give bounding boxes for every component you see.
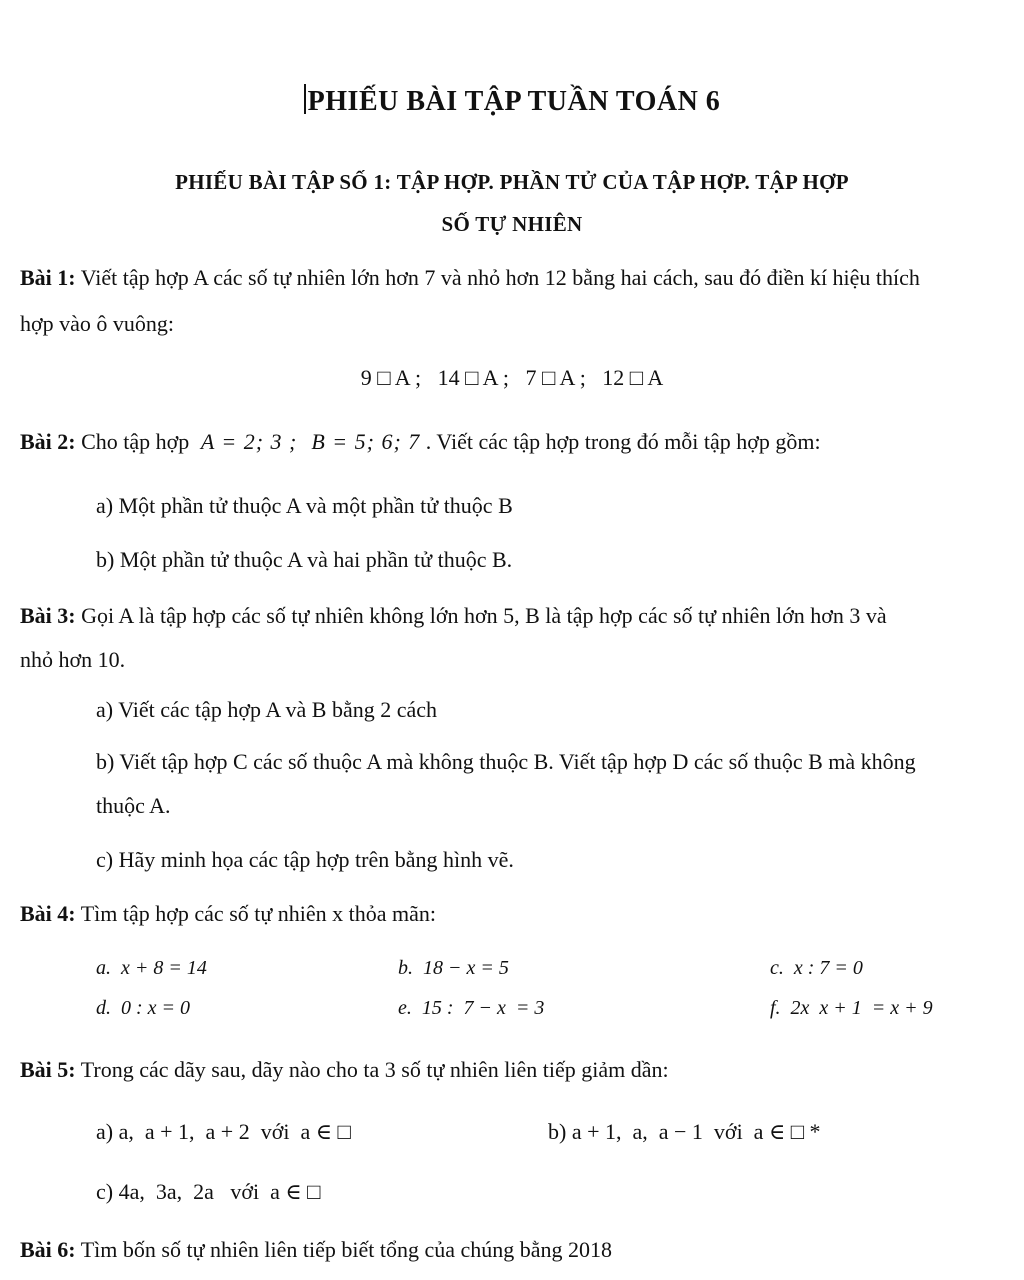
bai2-label: Bài 2: (20, 429, 76, 454)
bai1-boxes: 9 □ A ; 14 □ A ; 7 □ A ; 12 □ A (360, 365, 664, 390)
bai1-line1 (20, 264, 920, 292)
bai4-eq-d: d. 0 : x = 0 (96, 997, 191, 1019)
bai4-eq-e: e. 15 : 7 − x = 3 (398, 997, 545, 1019)
bai4-eq-a: a. x + 8 = 14 (96, 957, 207, 979)
bai2-text-post: . Viết các tập hợp trong đó mỗi tập hợp gồm: (420, 429, 821, 454)
bai3-item-c: c) Hãy minh họa các tập hợp trên bằng hình vẽ. (96, 847, 514, 872)
bai3-label: Bài 3: (20, 603, 76, 628)
bai5-item-c: c) 4a, 3a, 2a với a ∈ □ (96, 1179, 321, 1204)
bai4-text: Tìm tập hợp các số tự nhiên x thỏa mãn: (75, 901, 437, 926)
bai5-item-b: b) a + 1, a, a − 1 với a ∈ □ * (548, 1119, 821, 1144)
bai3-item-a: a) Viết các tập hợp A và B bằng 2 cách (96, 697, 438, 722)
bai1-text1: Viết tập hợp A các số tự nhiên lớn hơn 7 và nhỏ hơn 12 bằng hai cách, sau đó điền kí hiệu thích (75, 265, 920, 290)
worksheet-subtitle-line2: SỐ TỰ NHIÊN (441, 212, 583, 236)
bai3-text1: Gọi A là tập hợp các số tự nhiên không lớn hơn 5, B là tập hợp các số tự nhiên lớn hơn 3 và (75, 603, 887, 628)
bai1-line2: hợp vào ô vuông: (20, 311, 175, 336)
bai2-setB: B = 5; 6; 7 (311, 429, 421, 454)
bai1-label: Bài 1: (20, 265, 76, 290)
bai5-text: Trong các dãy sau, dãy nào cho ta 3 số tự nhiên liên tiếp giảm dần: (75, 1057, 669, 1082)
bai3-item-b2: thuộc A. (96, 793, 171, 818)
text-cursor (304, 84, 306, 114)
bai2-item-a: a) Một phần tử thuộc A và một phần tử thuộc B (96, 493, 513, 518)
bai6-label: Bài 6: (20, 1237, 76, 1262)
bai5-label: Bài 5: (20, 1057, 76, 1082)
bai4-eq-f: f. 2x x + 1 = x + 9 (770, 997, 933, 1019)
worksheet-title-text: PHIẾU BÀI TẬP TUẦN TOÁN 6 (307, 86, 721, 117)
bai5-line1 (20, 1056, 669, 1084)
bai2-item-b: b) Một phần tử thuộc A và hai phần tử thuộc B. (96, 547, 513, 572)
bai4-eq-b: b. 18 − x = 5 (398, 957, 509, 979)
bai6-line1 (20, 1236, 612, 1264)
bai4-eq-c: c. x : 7 = 0 (770, 957, 863, 979)
bai6-text: Tìm bốn số tự nhiên liên tiếp biết tổng của chúng bằng 2018 (75, 1237, 613, 1262)
bai2-line1 (20, 428, 821, 456)
bai4-label: Bài 4: (20, 901, 76, 926)
bai5-item-a: a) a, a + 1, a + 2 với a ∈ □ (96, 1119, 351, 1144)
bai2-setA: A = 2; 3 ; (200, 429, 298, 454)
bai3-line1 (20, 602, 887, 630)
worksheet-subtitle-line1: PHIẾU BÀI TẬP SỐ 1: TẬP HỢP. PHẦN TỬ CỦA TẬP HỢP. TẬP HỢP (175, 170, 849, 194)
worksheet-title (0, 84, 1024, 116)
bai3-line2: nhỏ hơn 10. (20, 647, 126, 672)
bai2-text-pre: Cho tập hợp (75, 429, 195, 454)
bai3-item-b1: b) Viết tập hợp C các số thuộc A mà không thuộc B. Viết tập hợp D các số thuộc B mà không (96, 749, 916, 774)
bai4-line1 (20, 900, 436, 928)
